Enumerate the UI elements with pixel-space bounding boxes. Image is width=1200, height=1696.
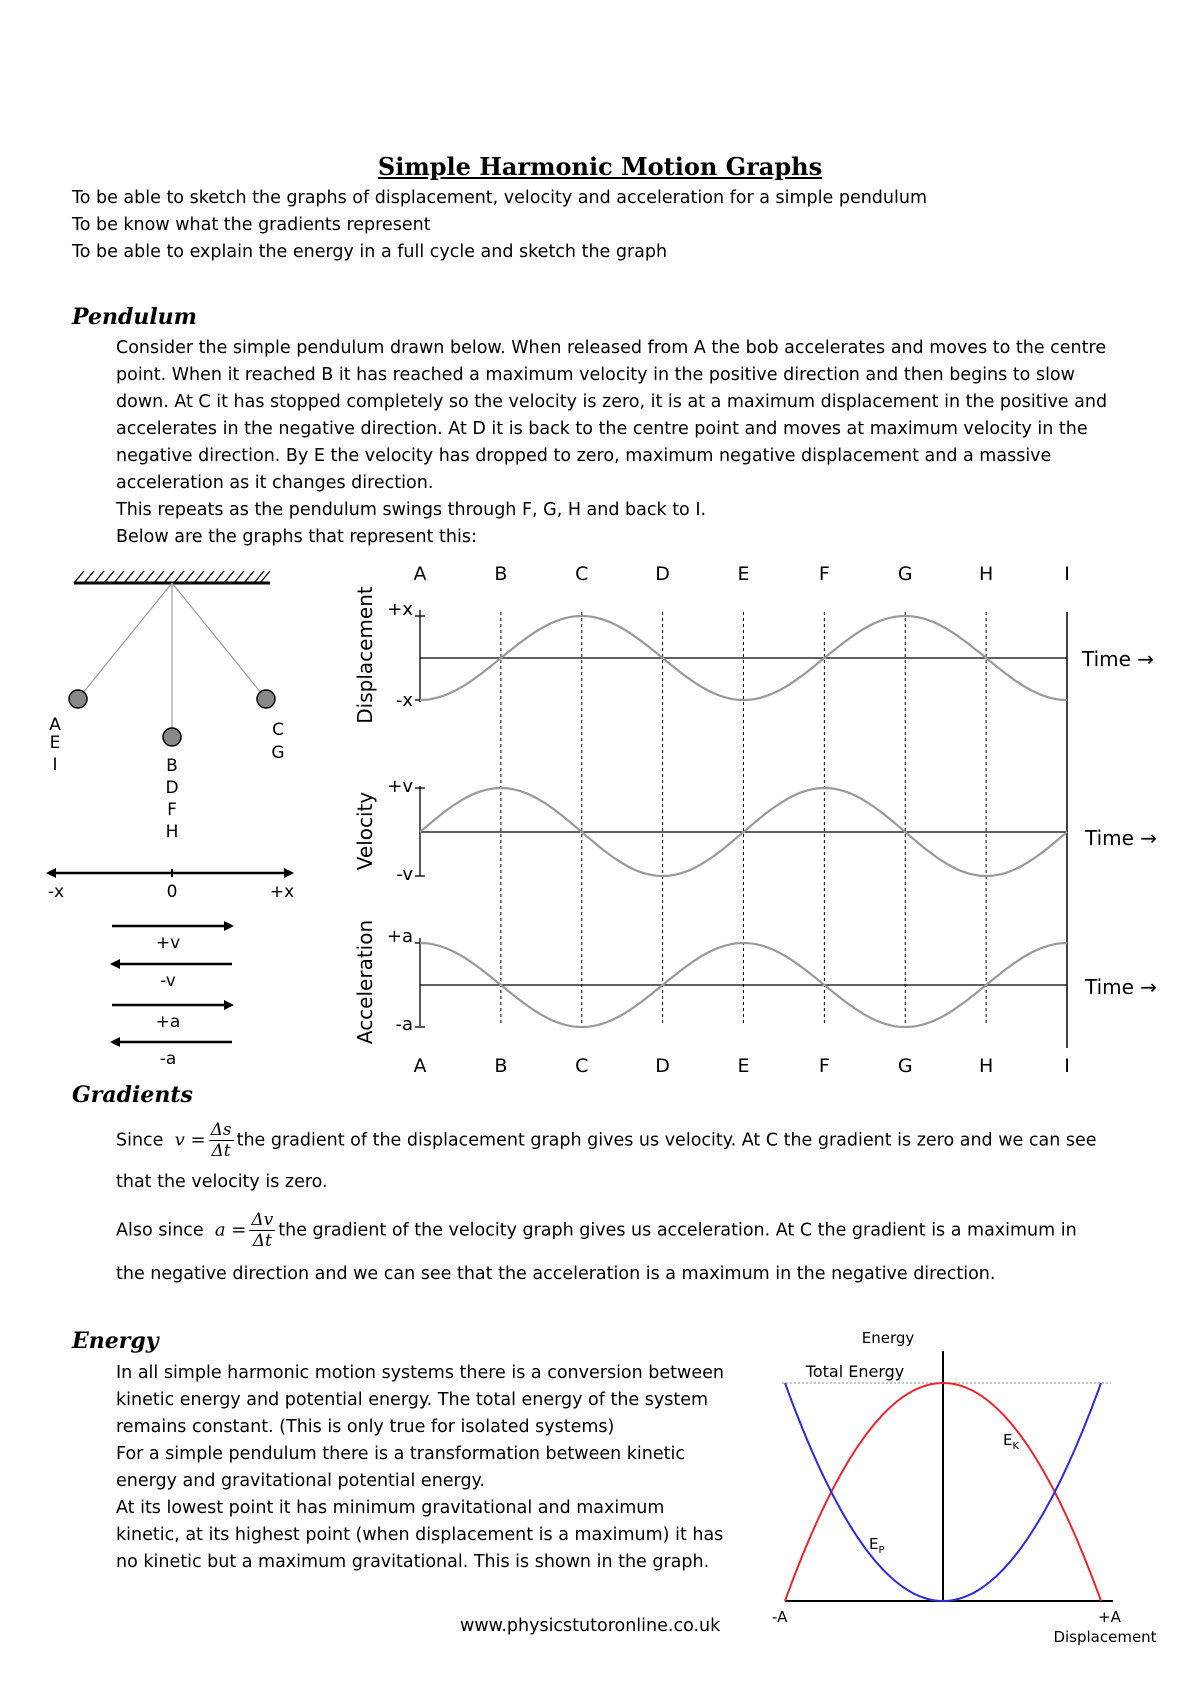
energy-heading: Energy: [72, 1328, 159, 1354]
bottom-point-H: H: [978, 1055, 994, 1077]
a-fraction: [249, 1210, 275, 1251]
bottom-point-F: F: [818, 1055, 830, 1077]
letter-G: G: [271, 743, 285, 763]
label-pos-v: +v: [155, 933, 181, 953]
energy-line-5: energy and gravitational potential energy.: [116, 1471, 485, 1491]
ek-letter: E: [1003, 1431, 1013, 1449]
pendulum-paragraph: [116, 335, 1126, 551]
disp-top-label: +x: [387, 599, 413, 620]
axis-arrow-right: [284, 868, 294, 878]
energy-paragraph: [116, 1360, 736, 1576]
total-energy-label: Total Energy: [805, 1362, 905, 1381]
bottom-point-C: C: [575, 1055, 589, 1077]
top-point-D: D: [655, 563, 670, 585]
velocity-axis-label: Velocity: [353, 791, 377, 871]
energy-line-6: At its lowest point it has minimum gravitational and maximum: [116, 1498, 665, 1518]
bob-right: [257, 690, 275, 708]
energy-line-8: no kinetic but a maximum gravitational. This is shown in the graph.: [116, 1552, 710, 1572]
axis-label-neg-x: -x: [47, 882, 65, 902]
label-pos-a: +a: [155, 1012, 181, 1032]
pendulum-repeat-line: This repeats as the pendulum swings through F, G, H and back to I.: [116, 500, 707, 520]
pendulum-graphs-intro: Below are the graphs that represent this:: [116, 527, 477, 547]
letter-I: I: [52, 755, 58, 775]
footer-url: www.physicstutoronline.co.uk: [460, 1616, 721, 1636]
gradient-line-1-cont: that the velocity is zero.: [116, 1172, 328, 1192]
bottom-point-B: B: [494, 1055, 508, 1077]
pendulum-diagram: [47, 565, 320, 1069]
energy-line-4: For a simple pendulum there is a transformation between kinetic: [116, 1444, 685, 1464]
since-text: Since: [116, 1130, 164, 1151]
bob-left: [69, 690, 87, 708]
acc-bottom-label: -a: [395, 1014, 413, 1035]
top-point-I: I: [1064, 563, 1070, 585]
time-label-velocity: Time →: [1085, 826, 1158, 850]
ep-subscript: P: [878, 1545, 885, 1556]
letter-H: H: [165, 822, 179, 842]
ep-letter: E: [869, 1535, 879, 1553]
v-denominator: Δt: [211, 1141, 231, 1161]
pendulum-body: Consider the simple pendulum drawn below. When released from A the bob accelerates and moves to the centre point. When it reached B it has reached a maximum velocity in the positive direction and then begins to slow down. At C it has stopped completely so the velocity is zero, it is at a maximum displacement in the positive and accelerates in the negative direction. At D it is back to the centre point and moves at maximum velocity in the negative direction. By E the velocity has dropped to zero, maximum negative displacement and a massive acceleration as it changes direction.: [116, 338, 1108, 493]
top-point-C: C: [575, 563, 589, 585]
vel-bottom-label: -v: [396, 864, 413, 885]
objective-1: To be able to sketch the graphs of displacement, velocity and acceleration for a simple pendulum: [72, 188, 928, 208]
top-point-A: A: [413, 563, 427, 585]
letter-F: F: [167, 800, 177, 820]
arrowhead-pos-a: [224, 1000, 234, 1010]
axis-label-zero: 0: [166, 882, 178, 902]
axis-arrow-left: [46, 868, 56, 878]
ep-label: [869, 1535, 885, 1556]
top-point-H: H: [978, 563, 994, 585]
energy-line-3: remains constant. (This is only true for isolated systems): [116, 1417, 615, 1437]
x-label-pos-a: +A: [1098, 1608, 1121, 1626]
label-neg-a: -a: [159, 1049, 177, 1069]
string-right: [172, 583, 266, 699]
v-numerator: Δs: [210, 1120, 232, 1140]
pendulum-heading: Pendulum: [72, 304, 197, 330]
page-title: Simple Harmonic Motion Graphs: [377, 152, 823, 181]
top-point-B: B: [494, 563, 508, 585]
letter-A: A: [49, 715, 61, 735]
shm-graphs: [345, 560, 1175, 1080]
v-equals: v =: [174, 1129, 206, 1151]
time-label-displacement: Time →: [1082, 647, 1155, 671]
time-label-acceleration: Time →: [1085, 975, 1158, 999]
energy-graph: [770, 1325, 1170, 1645]
a-denominator: Δt: [252, 1231, 272, 1251]
letter-E: E: [49, 733, 61, 753]
axis-label-pos-x: +x: [269, 882, 295, 902]
gradient-line-2: [116, 1210, 1077, 1251]
label-neg-v: -v: [160, 971, 176, 991]
energy-y-label: Energy: [861, 1329, 915, 1347]
ek-subscript: K: [1012, 1441, 1020, 1452]
energy-x-label: Displacement: [1053, 1628, 1157, 1646]
gradients-heading: Gradients: [72, 1082, 193, 1108]
letter-C: C: [272, 720, 284, 740]
energy-line-7: kinetic, at its highest point (when displacement is a maximum) it has: [116, 1525, 724, 1545]
arrowhead-pos-v: [224, 921, 234, 931]
a-equals: a =: [214, 1219, 247, 1241]
bottom-point-I: I: [1064, 1055, 1070, 1077]
acc-top-label: +a: [386, 926, 413, 947]
x-label-neg-a: -A: [772, 1608, 788, 1626]
acceleration-axis-label: Acceleration: [353, 919, 377, 1045]
bob-centre: [163, 728, 181, 746]
arrowhead-neg-a: [110, 1037, 120, 1047]
bottom-point-A: A: [413, 1055, 427, 1077]
gradient-line-1: [116, 1120, 1097, 1161]
bottom-point-G: G: [897, 1055, 913, 1077]
ceiling-hatching: [74, 571, 270, 583]
letter-D: D: [165, 778, 179, 798]
energy-line-2: kinetic energy and potential energy. The total energy of the system: [116, 1390, 709, 1410]
top-point-G: G: [897, 563, 913, 585]
gradient-text-1: the gradient of the displacement graph gives us velocity. At C the gradient is zero and we can see: [236, 1130, 1097, 1151]
bottom-point-E: E: [737, 1055, 750, 1077]
gradient-text-2: the gradient of the velocity graph gives us acceleration. At C the gradient is a maximum in: [278, 1220, 1077, 1241]
ek-label: [1003, 1431, 1019, 1452]
objective-3: To be able to explain the energy in a full cycle and sketch the graph: [72, 242, 668, 262]
disp-bottom-label: -x: [395, 690, 413, 711]
gradient-line-2-cont: the negative direction and we can see that the acceleration is a maximum in the negative direction.: [116, 1264, 996, 1284]
bottom-point-D: D: [655, 1055, 670, 1077]
letter-B: B: [166, 756, 178, 776]
objective-2: To be know what the gradients represent: [72, 215, 431, 235]
also-since-text: Also since: [116, 1220, 204, 1241]
vel-top-label: +v: [387, 776, 413, 797]
arrowhead-neg-v: [110, 959, 120, 969]
v-fraction: [209, 1120, 234, 1161]
a-numerator: Δv: [251, 1210, 274, 1230]
energy-line-1: In all simple harmonic motion systems there is a conversion between: [116, 1363, 724, 1383]
top-point-F: F: [818, 563, 830, 585]
displacement-axis-label: Displacement: [353, 586, 377, 724]
string-left: [78, 583, 172, 699]
top-point-E: E: [737, 563, 750, 585]
